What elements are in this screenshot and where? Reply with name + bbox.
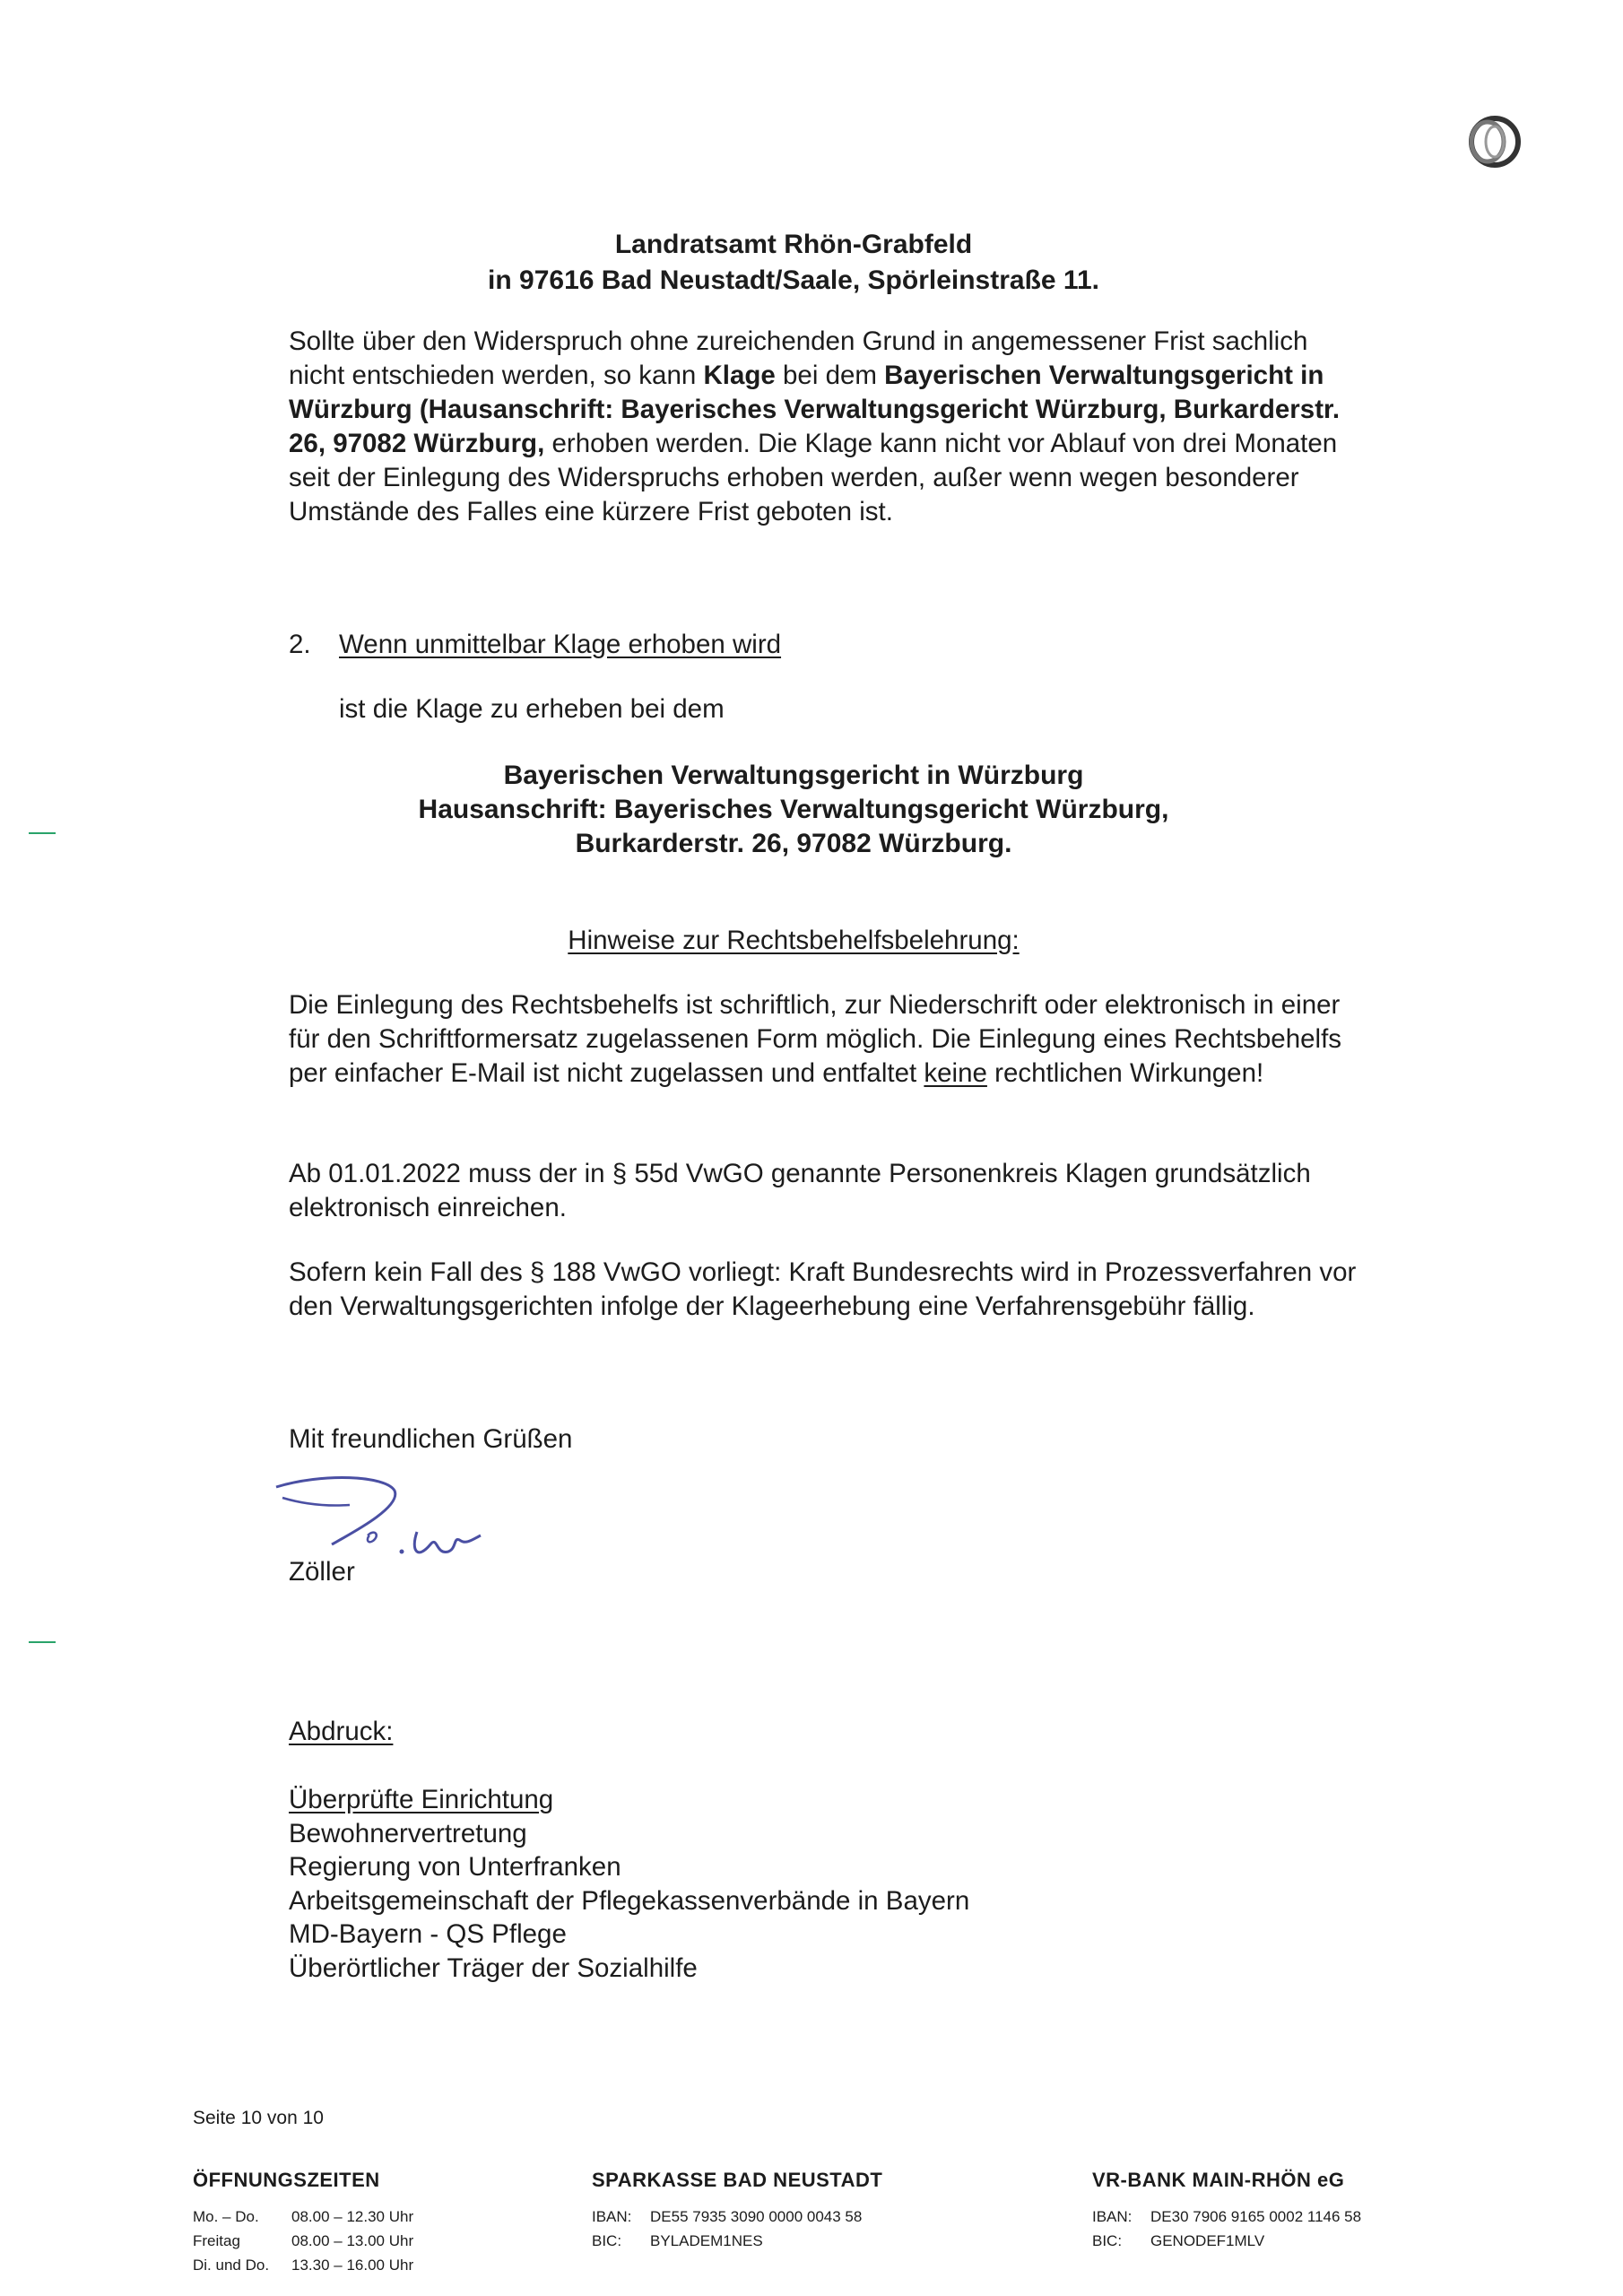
list-item: Arbeitsgemeinschaft der Pflegekassenverbände in Bayern [289, 1885, 970, 1916]
footer-sparkasse [592, 2169, 882, 2253]
vrbank-iban-row [1092, 2205, 1361, 2229]
hinweise-heading: Hinweise zur Rechtsbehelfsbelehrung: [568, 926, 1020, 955]
section-2-intro: ist die Klage zu erheben bei dem [339, 694, 725, 724]
hinweise-paragraph-2: Ab 01.01.2022 muss der in § 55d VwGO genannte Personenkreis Klagen grundsätzlich elektronisch einreichen. [289, 1159, 1311, 1222]
hours-day: Freitag [193, 2232, 240, 2249]
footer-hours-title: ÖFFNUNGSZEITEN [193, 2169, 380, 2191]
authority-address: in 97616 Bad Neustadt/Saale, Spörleinstraße 11. [488, 265, 1099, 295]
footer-hours [193, 2169, 413, 2277]
sparkasse-iban-row [592, 2205, 882, 2229]
hours-day: Mo. – Do. [193, 2208, 259, 2225]
iban-label: IBAN: [1092, 2208, 1133, 2225]
iban-label: IBAN: [592, 2208, 632, 2225]
bic-label: BIC: [1092, 2232, 1123, 2249]
hours-time: 13.30 – 16.00 Uhr [291, 2257, 414, 2274]
para1-text-b: bei dem [775, 361, 885, 390]
vrbank-bic-row [1092, 2229, 1361, 2253]
fold-mark-bottom [29, 1641, 56, 1643]
fold-mark-top [29, 832, 56, 834]
bic-value: BYLADEM1NES [650, 2232, 763, 2249]
abdruck-heading: Abdruck: [289, 1717, 394, 1746]
list-item: Regierung von Unterfranken [289, 1852, 621, 1882]
bic-label: BIC: [592, 2232, 622, 2249]
hours-row [193, 2205, 413, 2229]
hinweise-p1-keine: keine [924, 1058, 987, 1088]
binder-ring-icon [1457, 108, 1533, 175]
hinweise-paragraph-3: Sofern kein Fall des § 188 VwGO vorliegt: Kraft Bundesrechts wird in Prozessverfahren vor den Verwaltungsgerichten infolge der Klageerhebung eine Verfahrensgebühr fällig. [289, 1257, 1357, 1321]
footer-sparkasse-title: SPARKASSE BAD NEUSTADT [592, 2169, 883, 2191]
sparkasse-bic-row [592, 2229, 882, 2253]
hours-day: Di. und Do. [193, 2257, 270, 2274]
closing-greeting: Mit freundlichen Grüßen [289, 1424, 573, 1454]
court-address-block [287, 759, 1300, 861]
hinweise-paragraph-1 [289, 988, 1369, 1091]
hinweise-p1-end: rechtlichen Wirkungen! [986, 1058, 1264, 1088]
section-2-number: 2. [289, 630, 311, 659]
iban-value: DE55 7935 3090 0000 0043 58 [650, 2208, 863, 2225]
letter-header [287, 227, 1300, 299]
footer-vrbank-title: VR-BANK MAIN-RHÖN eG [1092, 2169, 1345, 2191]
abdruck-list [289, 1783, 969, 1985]
para1-klage: Klage [703, 361, 776, 390]
list-item: MD-Bayern - QS Pflege [289, 1919, 567, 1949]
hours-row [193, 2229, 413, 2253]
hours-time: 08.00 – 13.00 Uhr [291, 2232, 414, 2249]
section-2-heading: Wenn unmittelbar Klage erhoben wird [339, 630, 782, 659]
footer-vrbank [1092, 2169, 1361, 2253]
list-item: Bewohnervertretung [289, 1818, 527, 1848]
hours-time: 08.00 – 12.30 Uhr [291, 2208, 414, 2225]
para1-text-c: erhoben werden. Die Klage kann nicht vor Ablauf von drei Monaten seit der Einlegung des Widerspruchs erhoben werden, außer wenn wegen besonderer Umstände des Falles eine kürzere Frist geboten ist. [289, 429, 1338, 526]
signatory-name: Zöller [289, 1557, 355, 1587]
para1-text-a: Sollte über den Widerspruch ohne zureichenden Grund in angemessener Frist sachlich nicht entschieden werden, so kann [289, 326, 1308, 390]
hinweise-p1-text: Die Einlegung des Rechtsbehelfs ist schriftlich, zur Niederschrift oder elektronisch in einer für den Schriftformersatz zugelassenen Form möglich. Die Einlegung eines Rechtsbehelfs per einfacher E-Mail ist nicht zugelassen und entfaltet [289, 990, 1342, 1088]
widerspruch-paragraph [289, 325, 1369, 529]
hours-row [193, 2253, 413, 2277]
court-street: Burkarderstr. 26, 97082 Würzburg. [575, 829, 1012, 858]
iban-value: DE30 7906 9165 0002 1146 58 [1150, 2208, 1362, 2225]
authority-name: Landratsamt Rhön-Grabfeld [614, 230, 973, 259]
para1-court: Bayerischen Verwaltungsgericht in Würzburg (Hausanschrift: Bayerisches Verwaltungsgericht Würzburg, Burkarderstr. 26, 97082 Würzburg, [289, 361, 1341, 458]
court-address-line: Hausanschrift: Bayerisches Verwaltungsgericht Würzburg, [418, 795, 1169, 824]
list-item: Überörtlicher Träger der Sozialhilfe [289, 1952, 698, 1983]
court-name: Bayerischen Verwaltungsgericht in Würzburg [503, 761, 1084, 790]
list-item: Überprüfte Einrichtung [289, 1785, 554, 1814]
bic-value: GENODEF1MLV [1150, 2232, 1265, 2249]
page-number: Seite 10 von 10 [193, 2108, 324, 2128]
